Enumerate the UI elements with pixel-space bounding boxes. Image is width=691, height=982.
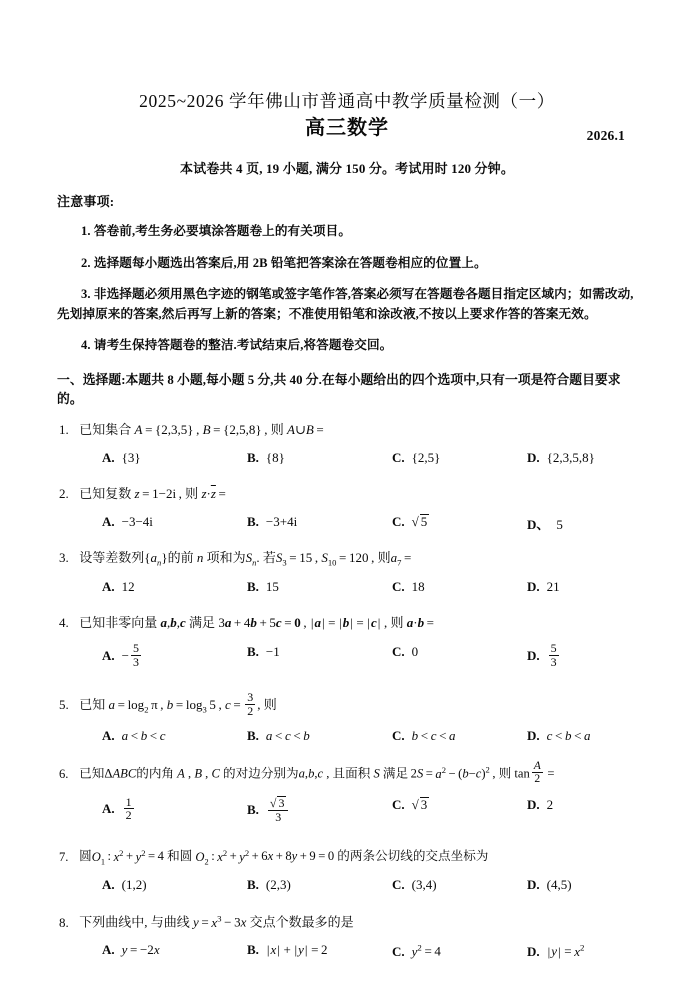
question-3-stem: 3. 设等差数列$\{a_n\}$的前 n 项和为$S_n$. 若$S_3 = 15$ , $S_{10} = 120$ , 则$a_7$ = <box>59 549 412 568</box>
option-label: D. <box>527 943 540 959</box>
question-3-option-a[interactable]: A. 12 <box>102 579 135 595</box>
question-1-options <box>57 450 637 473</box>
question-4-option-b[interactable]: B. −1 <box>247 643 280 659</box>
option-label: C. <box>392 877 405 893</box>
option-label: B. <box>247 802 259 818</box>
question-5-number: 5. <box>59 696 69 712</box>
question-4-option-d[interactable]: D. $\frac{5}{3}$ <box>527 641 557 669</box>
question-1-stem: 1. 已知集合 A = {2,3,5} , B = {2,5,8} , 则 A∪B = <box>57 420 637 441</box>
question-3-options <box>57 579 637 602</box>
option-label: C. <box>392 450 405 465</box>
question-4-stem: 4. 已知非零向量 a,b,c 满足 3a + 4b + 5c = 0 , |a| = |b| = |c| , 则 a·b = <box>57 613 637 634</box>
option-label: A. <box>102 450 115 465</box>
notice-item-3: 3. 非选择题必须用黑色字迹的钢笔或签字笔作答,答案必须写在答题卷各题目指定区域内；如需改动,先划掉原来的答案,然后再写上新的答案；不准使用铅笔和涂改液,不按以上要求作答的答案无效。 <box>57 287 634 321</box>
question-1-number: 1. <box>59 422 69 438</box>
notice-item-4: 4. 请考生保持答题卷的整洁.考试结束后,将答题卷交回。 <box>81 338 393 353</box>
question-1 <box>57 420 637 473</box>
question-4-number: 4. <box>59 615 69 631</box>
question-1-option-c[interactable]: C. {2,5} <box>392 450 441 465</box>
question-6 <box>57 759 637 835</box>
question-5-options <box>57 728 637 751</box>
option-label: C. <box>392 728 405 743</box>
option-label: D. <box>527 450 540 465</box>
question-4 <box>57 613 637 682</box>
option-label: C. <box>392 643 405 659</box>
option-label: C. <box>392 797 405 813</box>
question-6-stem: 6. 已知ΔABC的内角 A , B , C 的对边分别为a,b,c , 且面积 S 满足 $2S = a^2 - (b-c)^2$ , 则 tan $\frac{A}{2}$ = <box>59 759 555 786</box>
option-label: B. <box>247 643 259 659</box>
question-8-option-a[interactable]: A. y = −2x <box>102 942 160 958</box>
option-label: A. <box>102 728 115 743</box>
question-6-options <box>57 794 637 835</box>
question-7-options <box>57 877 637 900</box>
option-label: B. <box>247 579 259 595</box>
question-5-option-b[interactable]: B. a < c < b <box>247 728 310 743</box>
section-heading-choice: 一、选择题:本题共 8 小题,每小题 5 分,共 40 分.在每小题给出的四个选项中,只有一项是符合题目要求的。 <box>57 372 621 407</box>
option-label: A. <box>102 647 115 663</box>
option-label: A. <box>102 801 115 817</box>
question-8 <box>57 911 637 965</box>
question-4-options <box>57 641 637 682</box>
question-6-option-d[interactable]: D. 2 <box>527 797 554 813</box>
question-7-stem: 7. 圆$O_1$ : $x^2 + y^2 = 4$ 和圆 $O_2$ : $x^2 + y^2 + 6x + 8y + 9 = 0$ 的两条公切线的交点坐标为 <box>59 847 489 867</box>
question-8-option-c[interactable]: C. $y^2 = 4$ <box>392 942 441 959</box>
question-4-option-c[interactable]: C. 0 <box>392 643 419 659</box>
question-7-option-b[interactable]: B. (2,3) <box>247 877 291 893</box>
option-label: B. <box>247 513 259 529</box>
question-7-option-a[interactable]: A. (1,2) <box>102 877 147 893</box>
question-1-option-a[interactable]: A. {3} <box>102 450 141 465</box>
subtitle-row <box>57 116 637 146</box>
question-2 <box>57 484 637 537</box>
option-label: D. <box>527 647 540 663</box>
option-label: B. <box>247 877 259 893</box>
question-8-option-d[interactable]: D. $|y| = x^2$ <box>527 942 585 959</box>
question-4-option-a[interactable]: A. − $\frac{5}{3}$ <box>102 641 139 669</box>
question-8-option-b[interactable]: B. |x| + |y| = 2 <box>247 942 328 958</box>
question-6-option-a[interactable]: A. $\frac{1}{2}$ <box>102 794 132 823</box>
question-5-option-a[interactable]: A. a < b < c <box>102 728 166 743</box>
question-1-option-b[interactable]: B. {8} <box>247 450 285 465</box>
option-label: D. <box>527 877 540 893</box>
question-2-option-d[interactable]: D、 5 <box>527 516 563 532</box>
question-3-option-c[interactable]: C. 18 <box>392 579 425 595</box>
option-label: A. <box>102 579 115 595</box>
question-5-option-c[interactable]: C. b < c < a <box>392 728 456 743</box>
question-8-stem: 8. 下列曲线中, 与曲线 $y = x^3 - 3x$ 交点个数最多的是 <box>57 911 637 933</box>
exam-meta: 本试卷共 4 页, 19 小题, 满分 150 分。考试用时 120 分钟。 <box>180 161 514 177</box>
option-label: D. <box>527 579 540 595</box>
question-2-stem: 2. 已知复数 z = 1−2i , 则 $z\cdot\overline{z}$ = <box>57 484 637 505</box>
question-6-number: 6. <box>59 766 69 781</box>
question-2-option-c[interactable]: C. √ 5 <box>392 513 428 529</box>
subject-title: 高三数学 <box>305 117 389 140</box>
page-title: 2025~2026 学年佛山市普通高中教学质量检测（一） <box>139 91 555 111</box>
question-3-option-d[interactable]: D. 21 <box>527 579 560 595</box>
question-7-option-c[interactable]: C. (3,4) <box>392 877 437 893</box>
option-label: D、 <box>527 516 550 532</box>
option-label: D. <box>527 728 540 743</box>
question-7 <box>57 846 637 900</box>
question-6-option-c[interactable]: C. √ 3 <box>392 797 428 813</box>
option-label: A. <box>102 513 115 529</box>
notice-heading: 注意事项: <box>57 194 115 210</box>
question-5-stem: 5. 已知 $a = \log_2 \pi$ , $b = \log_3 5$ , c = $\frac{3}{2}$ , 则 <box>59 690 277 718</box>
question-2-option-b[interactable]: B. −3+4i <box>247 513 298 529</box>
question-2-number: 2. <box>59 486 69 501</box>
question-5-option-d[interactable]: D. c < b < a <box>527 728 591 743</box>
question-8-number: 8. <box>59 914 69 930</box>
exam-date: 2026.1 <box>586 128 625 144</box>
option-label: C. <box>392 943 405 959</box>
option-label: C. <box>392 513 405 529</box>
question-2-option-a[interactable]: A. −3−4i <box>102 513 153 529</box>
option-label: A. <box>102 877 115 893</box>
question-6-option-b[interactable]: B. $\frac{√ 3}{3}$ <box>247 797 290 825</box>
question-8-options <box>57 942 637 965</box>
notice-item-1: 1. 答卷前,考生务必要填涂答题卷上的有关项目。 <box>81 224 352 239</box>
option-label: B. <box>247 942 259 958</box>
option-label: B. <box>247 450 259 465</box>
question-7-option-d[interactable]: D. (4,5) <box>527 877 572 893</box>
notice-item-2: 2. 选择题每小题选出答案后,用 2B 铅笔把答案涂在答题卷相应的位置上。 <box>81 255 487 270</box>
page-content <box>57 88 637 965</box>
option-label: A. <box>102 942 115 958</box>
option-label: B. <box>247 728 259 743</box>
option-label: C. <box>392 579 405 595</box>
question-3 <box>57 548 637 602</box>
question-2-options <box>57 514 637 537</box>
question-7-number: 7. <box>59 849 69 864</box>
question-3-number: 3. <box>59 549 69 565</box>
question-3-option-b[interactable]: B. 15 <box>247 579 279 595</box>
question-1-option-d[interactable]: D. {2,3,5,8} <box>527 450 595 465</box>
question-5 <box>57 690 637 751</box>
option-label: D. <box>527 797 540 813</box>
